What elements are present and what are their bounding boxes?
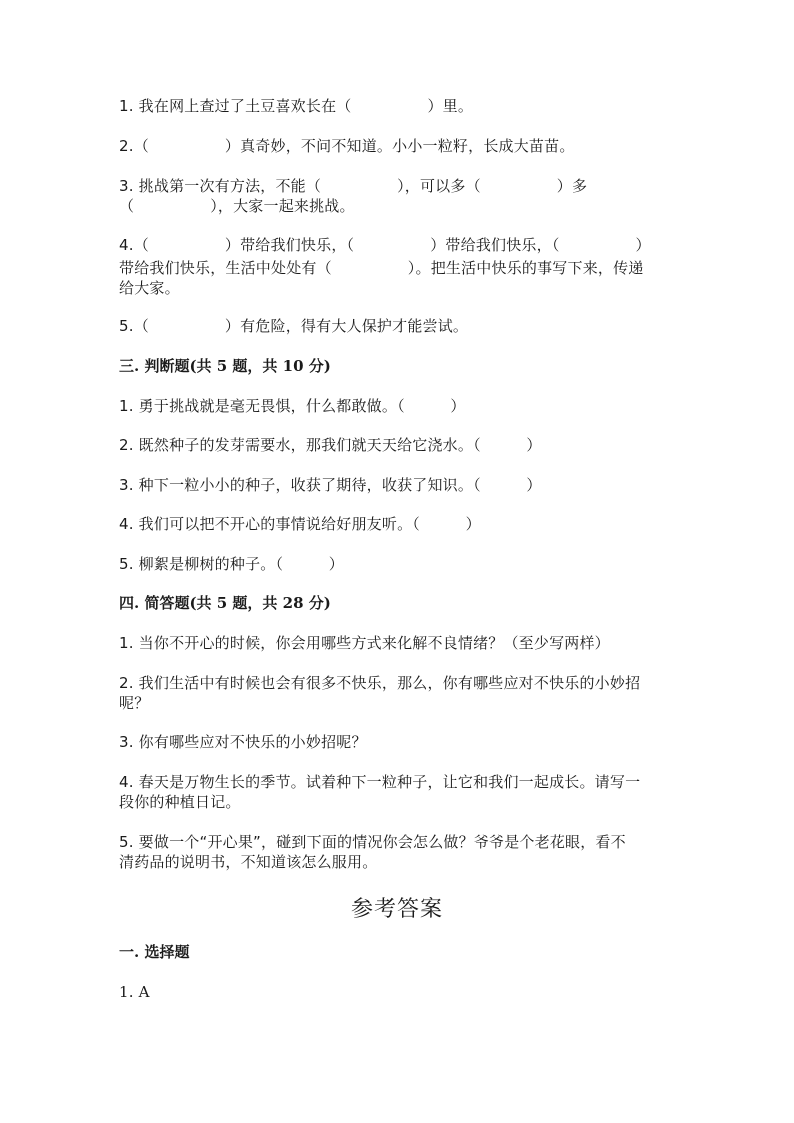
short-answer-question-4-line-2: 段你的种植日记。: [119, 793, 241, 811]
short-answer-question-3: 3. 你有哪些应对不快乐的小妙招呢？: [119, 733, 367, 751]
answer-section-heading: 一. 选择题: [119, 943, 190, 961]
short-answer-question-5-line-2: 清药品的说明书，不知道该怎么服用。: [119, 853, 378, 871]
short-answer-question-2-line-2: 呢？: [119, 694, 150, 712]
fill-question-4-line-1: 4.（ ）带给我们快乐，（ ）带给我们快乐，（ ）: [119, 236, 651, 254]
fill-question-4-line-2: 带给我们快乐，生活中处处有（ ）。把生活中快乐的事写下来，传递: [119, 259, 644, 277]
judge-question-5: 5. 柳絮是柳树的种子。（ ）: [119, 555, 344, 573]
short-answer-question-4-line-1: 4. 春天是万物生长的季节。试着种下一粒种子，让它和我们一起成长。请写一: [119, 773, 641, 791]
fill-question-5: 5.（ ）有危险，得有大人保护才能尝试。: [119, 317, 469, 335]
answer-1: 1. A: [119, 983, 150, 1001]
short-answer-question-5-line-1: 5. 要做一个“开心果”，碰到下面的情况你会怎么做？爷爷是个老花眼，看不: [119, 833, 626, 851]
fill-question-2: 2.（ ）真奇妙，不问不知道。小小一粒籽，长成大苗苗。: [119, 137, 575, 155]
short-answer-question-2-line-1: 2. 我们生活中有时候也会有很多不快乐，那么，你有哪些应对不快乐的小妙招: [119, 674, 641, 692]
short-answer-section-heading: 四. 简答题(共 5 题，共 28 分): [119, 594, 331, 612]
fill-question-3-line-2: （ ），大家一起来挑战。: [119, 197, 355, 215]
judge-section-heading: 三. 判断题(共 5 题，共 10 分): [119, 357, 331, 375]
judge-question-3: 3. 种下一粒小小的种子，收获了期待，收获了知识。（ ）: [119, 476, 542, 494]
fill-question-3-line-1: 3. 挑战第一次有方法，不能（ ），可以多（ ）多: [119, 177, 588, 195]
judge-question-2: 2. 既然种子的发芽需要水，那我们就天天给它浇水。（ ）: [119, 436, 542, 454]
judge-question-1: 1. 勇于挑战就是毫无畏惧，什么都敢做。（ ）: [119, 397, 466, 415]
short-answer-question-1: 1. 当你不开心的时候，你会用哪些方式来化解不良情绪？（至少写两样）: [119, 634, 610, 652]
fill-question-4-line-3: 给大家。: [119, 279, 180, 297]
fill-question-1: 1. 我在网上查过了土豆喜欢长在（ ）里。: [119, 97, 474, 115]
answer-key-title: 参考答案: [350, 897, 443, 922]
judge-question-4: 4. 我们可以把不开心的事情说给好朋友听。（ ）: [119, 515, 481, 533]
